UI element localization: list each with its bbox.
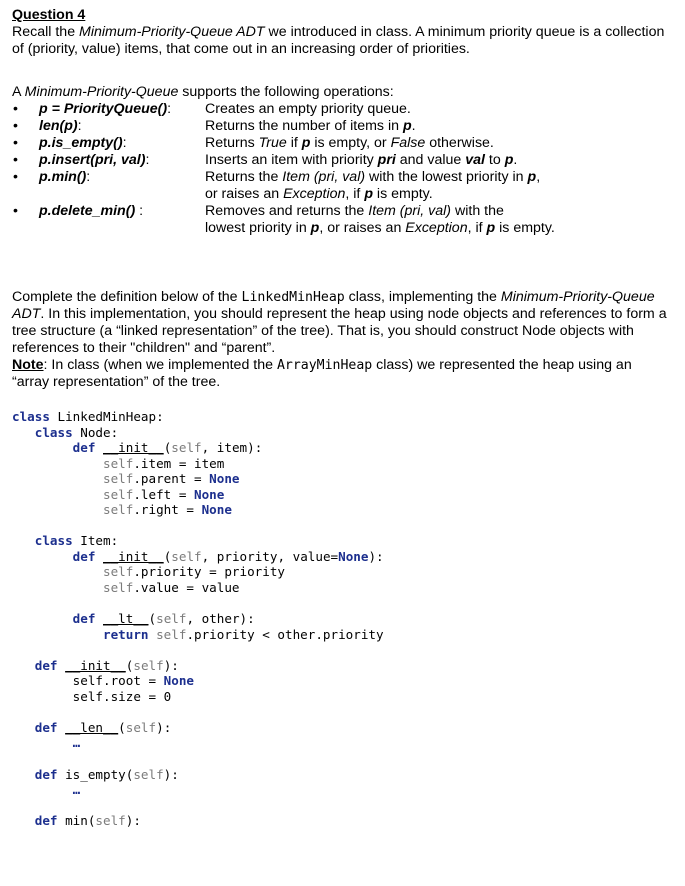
- code-line: [12, 487, 384, 503]
- operation-colon: :: [86, 169, 91, 185]
- code-self: self: [133, 657, 164, 673]
- description-segment: pri: [377, 152, 396, 168]
- description-segment: Exception: [283, 186, 346, 202]
- code-keyword: …: [72, 782, 81, 798]
- code-token: [12, 471, 103, 486]
- task-paragraph: [12, 289, 674, 357]
- description-segment: Returns the number of items in: [205, 118, 403, 134]
- code-token: [95, 549, 103, 564]
- bullet-icon: •: [13, 135, 18, 151]
- code-token: (: [118, 719, 126, 735]
- description-segment: .: [513, 152, 518, 168]
- operation-name: p.insert(pri, val): [39, 152, 146, 168]
- operation-signature: [39, 169, 90, 186]
- operation-signature: [39, 118, 82, 135]
- bullet-icon: •: [13, 203, 18, 219]
- description-segment: p: [364, 186, 373, 202]
- operation-item: [12, 169, 677, 203]
- code-line: [12, 440, 384, 456]
- code-keyword: return: [103, 626, 149, 642]
- operation-colon: :: [167, 101, 172, 117]
- description-segment: to: [484, 152, 505, 168]
- ops-intro-text-1: A: [12, 84, 25, 100]
- code-line: [12, 735, 384, 751]
- operation-signature: [39, 101, 171, 118]
- code-line: [12, 782, 384, 798]
- description-segment: p: [486, 220, 496, 236]
- code-line: [12, 580, 384, 596]
- code-self: self: [156, 611, 187, 627]
- code-token: (: [163, 440, 172, 456]
- code-line: [12, 720, 384, 736]
- code-keyword: None: [338, 548, 369, 564]
- operation-description: [205, 169, 665, 203]
- description-segment: p: [310, 220, 320, 236]
- code-line: [12, 658, 384, 674]
- operation-name: p.min(): [39, 169, 87, 185]
- code-token: [12, 533, 35, 548]
- bullet-icon: •: [13, 152, 18, 168]
- code-token: .priority < other.priority: [186, 626, 384, 642]
- code-token: __len__: [65, 719, 119, 735]
- description-segment: lowest priority in: [205, 220, 311, 236]
- code-token: [12, 456, 103, 471]
- code-token: [12, 564, 103, 579]
- description-segment: True: [258, 135, 287, 151]
- code-token: ):: [368, 548, 384, 564]
- description-segment: Returns: [205, 135, 259, 151]
- operations-list: [12, 101, 677, 237]
- code-token: [58, 658, 66, 673]
- code-token: .item = item: [133, 455, 225, 471]
- code-token: .left =: [133, 486, 195, 502]
- code-self: self: [103, 580, 134, 596]
- code-keyword: def: [34, 657, 58, 673]
- code-line: [12, 425, 384, 441]
- operation-signature: [39, 135, 127, 152]
- description-segment: Returns the: [205, 169, 283, 185]
- code-self: self: [156, 626, 187, 642]
- code-line: [12, 533, 384, 549]
- code-token: , priority, value=: [201, 548, 339, 564]
- operation-description: [205, 101, 665, 118]
- task-text-3: . In this implementation, you should represent the heap using node objects and references to form a tree structure (a “linked representation” of the tree). That is, you should construct Node objects with references to their "children" and “parent”.: [12, 306, 667, 356]
- operation-name: len(p): [39, 118, 78, 134]
- description-segment: p: [402, 118, 412, 134]
- description-segment: Removes and returns the: [205, 203, 369, 219]
- description-segment: Exception: [405, 220, 468, 236]
- operation-item: [12, 101, 677, 118]
- code-token: .value = value: [133, 580, 240, 596]
- description-segment: Creates an empty priority queue.: [205, 101, 411, 117]
- description-segment: , if: [467, 220, 487, 236]
- operation-item: [12, 118, 677, 135]
- code-line: [12, 502, 384, 518]
- code-token: __init__: [103, 548, 164, 564]
- code-token: .parent =: [133, 471, 210, 487]
- code-keyword: None: [201, 502, 232, 518]
- description-segment: val: [465, 152, 485, 168]
- code-self: self: [95, 813, 126, 829]
- code-token: [149, 627, 157, 642]
- description-segment: ,: [536, 169, 541, 185]
- code-token: [12, 502, 103, 517]
- operations-intro: [12, 84, 394, 101]
- description-segment: with the: [451, 203, 504, 219]
- task-class-name: LinkedMinHeap: [241, 290, 345, 305]
- code-line: [12, 564, 384, 580]
- code-keyword: def: [72, 440, 96, 456]
- code-line: [12, 751, 384, 767]
- description-segment: with the lowest priority in: [365, 169, 528, 185]
- operation-description: [205, 203, 665, 237]
- code-self: self: [171, 548, 202, 564]
- code-token: [12, 549, 73, 564]
- code-keyword: class: [34, 424, 73, 440]
- code-token: [95, 611, 103, 626]
- code-token: LinkedMinHeap:: [49, 409, 164, 424]
- code-line: [12, 704, 384, 720]
- description-segment: is empty.: [495, 220, 555, 236]
- note-text-1: : In class (when we implemented the: [43, 357, 277, 373]
- code-keyword: def: [72, 548, 96, 564]
- code-line: [12, 642, 384, 658]
- note-class-name: ArrayMinHeap: [276, 358, 373, 373]
- code-token: ):: [156, 719, 172, 735]
- task-text-1: Complete the definition below of the: [12, 289, 242, 305]
- code-token: [12, 658, 35, 673]
- operation-name: p.is_empty(): [39, 135, 123, 151]
- description-segment: or raises an: [205, 186, 284, 202]
- code-self: self: [133, 766, 164, 782]
- code-self: self: [103, 455, 134, 471]
- description-segment: and value: [395, 152, 466, 168]
- description-segment: Inserts an item with priority: [205, 152, 378, 168]
- bullet-icon: •: [13, 118, 18, 134]
- code-token: [12, 440, 73, 455]
- description-segment: , or raises an: [319, 220, 406, 236]
- code-keyword: def: [34, 813, 58, 829]
- code-line: [12, 518, 384, 534]
- code-keyword: def: [34, 766, 58, 782]
- code-keyword: class: [12, 409, 50, 424]
- code-token: Item:: [72, 533, 119, 549]
- task-text-2: class, implementing the: [344, 289, 501, 305]
- code-keyword: None: [194, 486, 225, 502]
- code-token: ):: [125, 813, 141, 829]
- intro-paragraph: [12, 24, 672, 58]
- code-token: [12, 580, 103, 595]
- description-segment: Item (pri, val): [368, 203, 452, 219]
- description-segment: otherwise.: [425, 135, 494, 151]
- code-token: ):: [163, 766, 179, 782]
- question-heading: Question 4: [12, 7, 86, 23]
- code-token: Node:: [72, 424, 119, 440]
- description-segment: Item (pri, val): [282, 169, 366, 185]
- code-token: .priority = priority: [133, 564, 285, 580]
- operation-item: [12, 152, 677, 169]
- code-line: [12, 627, 384, 643]
- description-segment: is empty.: [372, 186, 433, 202]
- bullet-icon: •: [13, 101, 18, 117]
- code-token: [12, 720, 35, 735]
- description-segment: p: [527, 169, 537, 185]
- code-token: [12, 627, 103, 642]
- operation-item: [12, 203, 677, 237]
- code-token: [58, 720, 66, 735]
- description-segment: .: [411, 118, 416, 134]
- note-text-2: class) we represented the heap using an “array representation” of the tree.: [12, 357, 632, 390]
- bullet-icon: •: [13, 169, 18, 185]
- description-segment: p: [504, 152, 514, 168]
- operation-description: [205, 118, 665, 135]
- description-segment: False: [390, 135, 426, 151]
- code-self: self: [103, 564, 134, 580]
- description-segment: is empty, or: [310, 135, 391, 151]
- intro-text-1: Recall the: [12, 24, 80, 40]
- code-token: (: [163, 548, 172, 564]
- code-self: self: [125, 719, 157, 735]
- code-self: self: [103, 471, 134, 487]
- intro-adt-name: Minimum-Priority-Queue ADT: [79, 24, 265, 40]
- code-token: (: [148, 611, 157, 627]
- code-token: is_empty(: [57, 766, 134, 782]
- code-token: , item):: [201, 440, 263, 456]
- code-token: [12, 767, 35, 782]
- code-line: [12, 813, 384, 829]
- operation-signature: [39, 152, 149, 169]
- code-token: __init__: [103, 440, 164, 456]
- code-keyword: class: [34, 533, 73, 549]
- operation-name: p.delete_min(): [39, 203, 136, 219]
- code-keyword: …: [72, 735, 81, 751]
- code-line: [12, 409, 384, 425]
- code-token: __init__: [65, 657, 126, 673]
- operation-description: [205, 152, 665, 169]
- note-paragraph: [12, 357, 672, 391]
- code-line: [12, 471, 384, 487]
- code-token: [12, 425, 35, 440]
- code-line: [12, 611, 384, 627]
- operation-colon: :: [77, 118, 82, 134]
- code-line: [12, 689, 384, 705]
- code-token: __lt__: [103, 611, 149, 627]
- code-token: ):: [163, 657, 179, 673]
- code-self: self: [103, 486, 134, 502]
- operation-signature: [39, 203, 143, 220]
- operation-colon: :: [122, 135, 127, 151]
- code-line: [12, 798, 384, 814]
- code-token: (: [125, 657, 134, 673]
- code-keyword: def: [72, 611, 96, 627]
- code-line: [12, 456, 384, 472]
- code-token: self.size = 0: [12, 688, 172, 704]
- code-token: [95, 440, 103, 455]
- operation-description: [205, 135, 665, 152]
- code-token: .right =: [133, 502, 202, 518]
- code-line: [12, 673, 384, 689]
- code-keyword: None: [209, 471, 240, 487]
- ops-intro-text-2: supports the following operations:: [178, 84, 394, 100]
- ops-intro-adt-name: Minimum-Priority-Queue: [24, 84, 179, 100]
- task-adt-name: Minimum-Priority-Queue ADT: [12, 289, 655, 322]
- code-token: [12, 487, 103, 502]
- code-line: [12, 596, 384, 612]
- description-segment: , if: [345, 186, 365, 202]
- description-segment: if: [286, 135, 302, 151]
- description-segment: p: [301, 135, 311, 151]
- operation-colon: :: [145, 152, 150, 168]
- code-keyword: def: [34, 719, 58, 735]
- code-token: [12, 813, 35, 828]
- code-token: min(: [57, 813, 96, 829]
- code-token: self.root =: [12, 673, 164, 689]
- note-label: Note: [12, 357, 44, 373]
- code-line: [12, 549, 384, 565]
- operation-name: p = PriorityQueue(): [39, 101, 168, 117]
- code-self: self: [171, 440, 202, 456]
- code-block: [12, 409, 384, 829]
- code-token: [12, 782, 73, 797]
- operation-colon: :: [135, 203, 144, 219]
- code-self: self: [103, 502, 134, 518]
- code-keyword: None: [163, 673, 194, 689]
- code-line: [12, 767, 384, 783]
- code-token: [12, 735, 73, 750]
- operation-item: [12, 135, 677, 152]
- code-token: , other):: [186, 611, 255, 627]
- intro-text-2: we introduced in class. A minimum priority queue is a collection of (priority, value) items, that come out in an increasing order of priorities.: [12, 24, 665, 57]
- code-token: [12, 611, 73, 626]
